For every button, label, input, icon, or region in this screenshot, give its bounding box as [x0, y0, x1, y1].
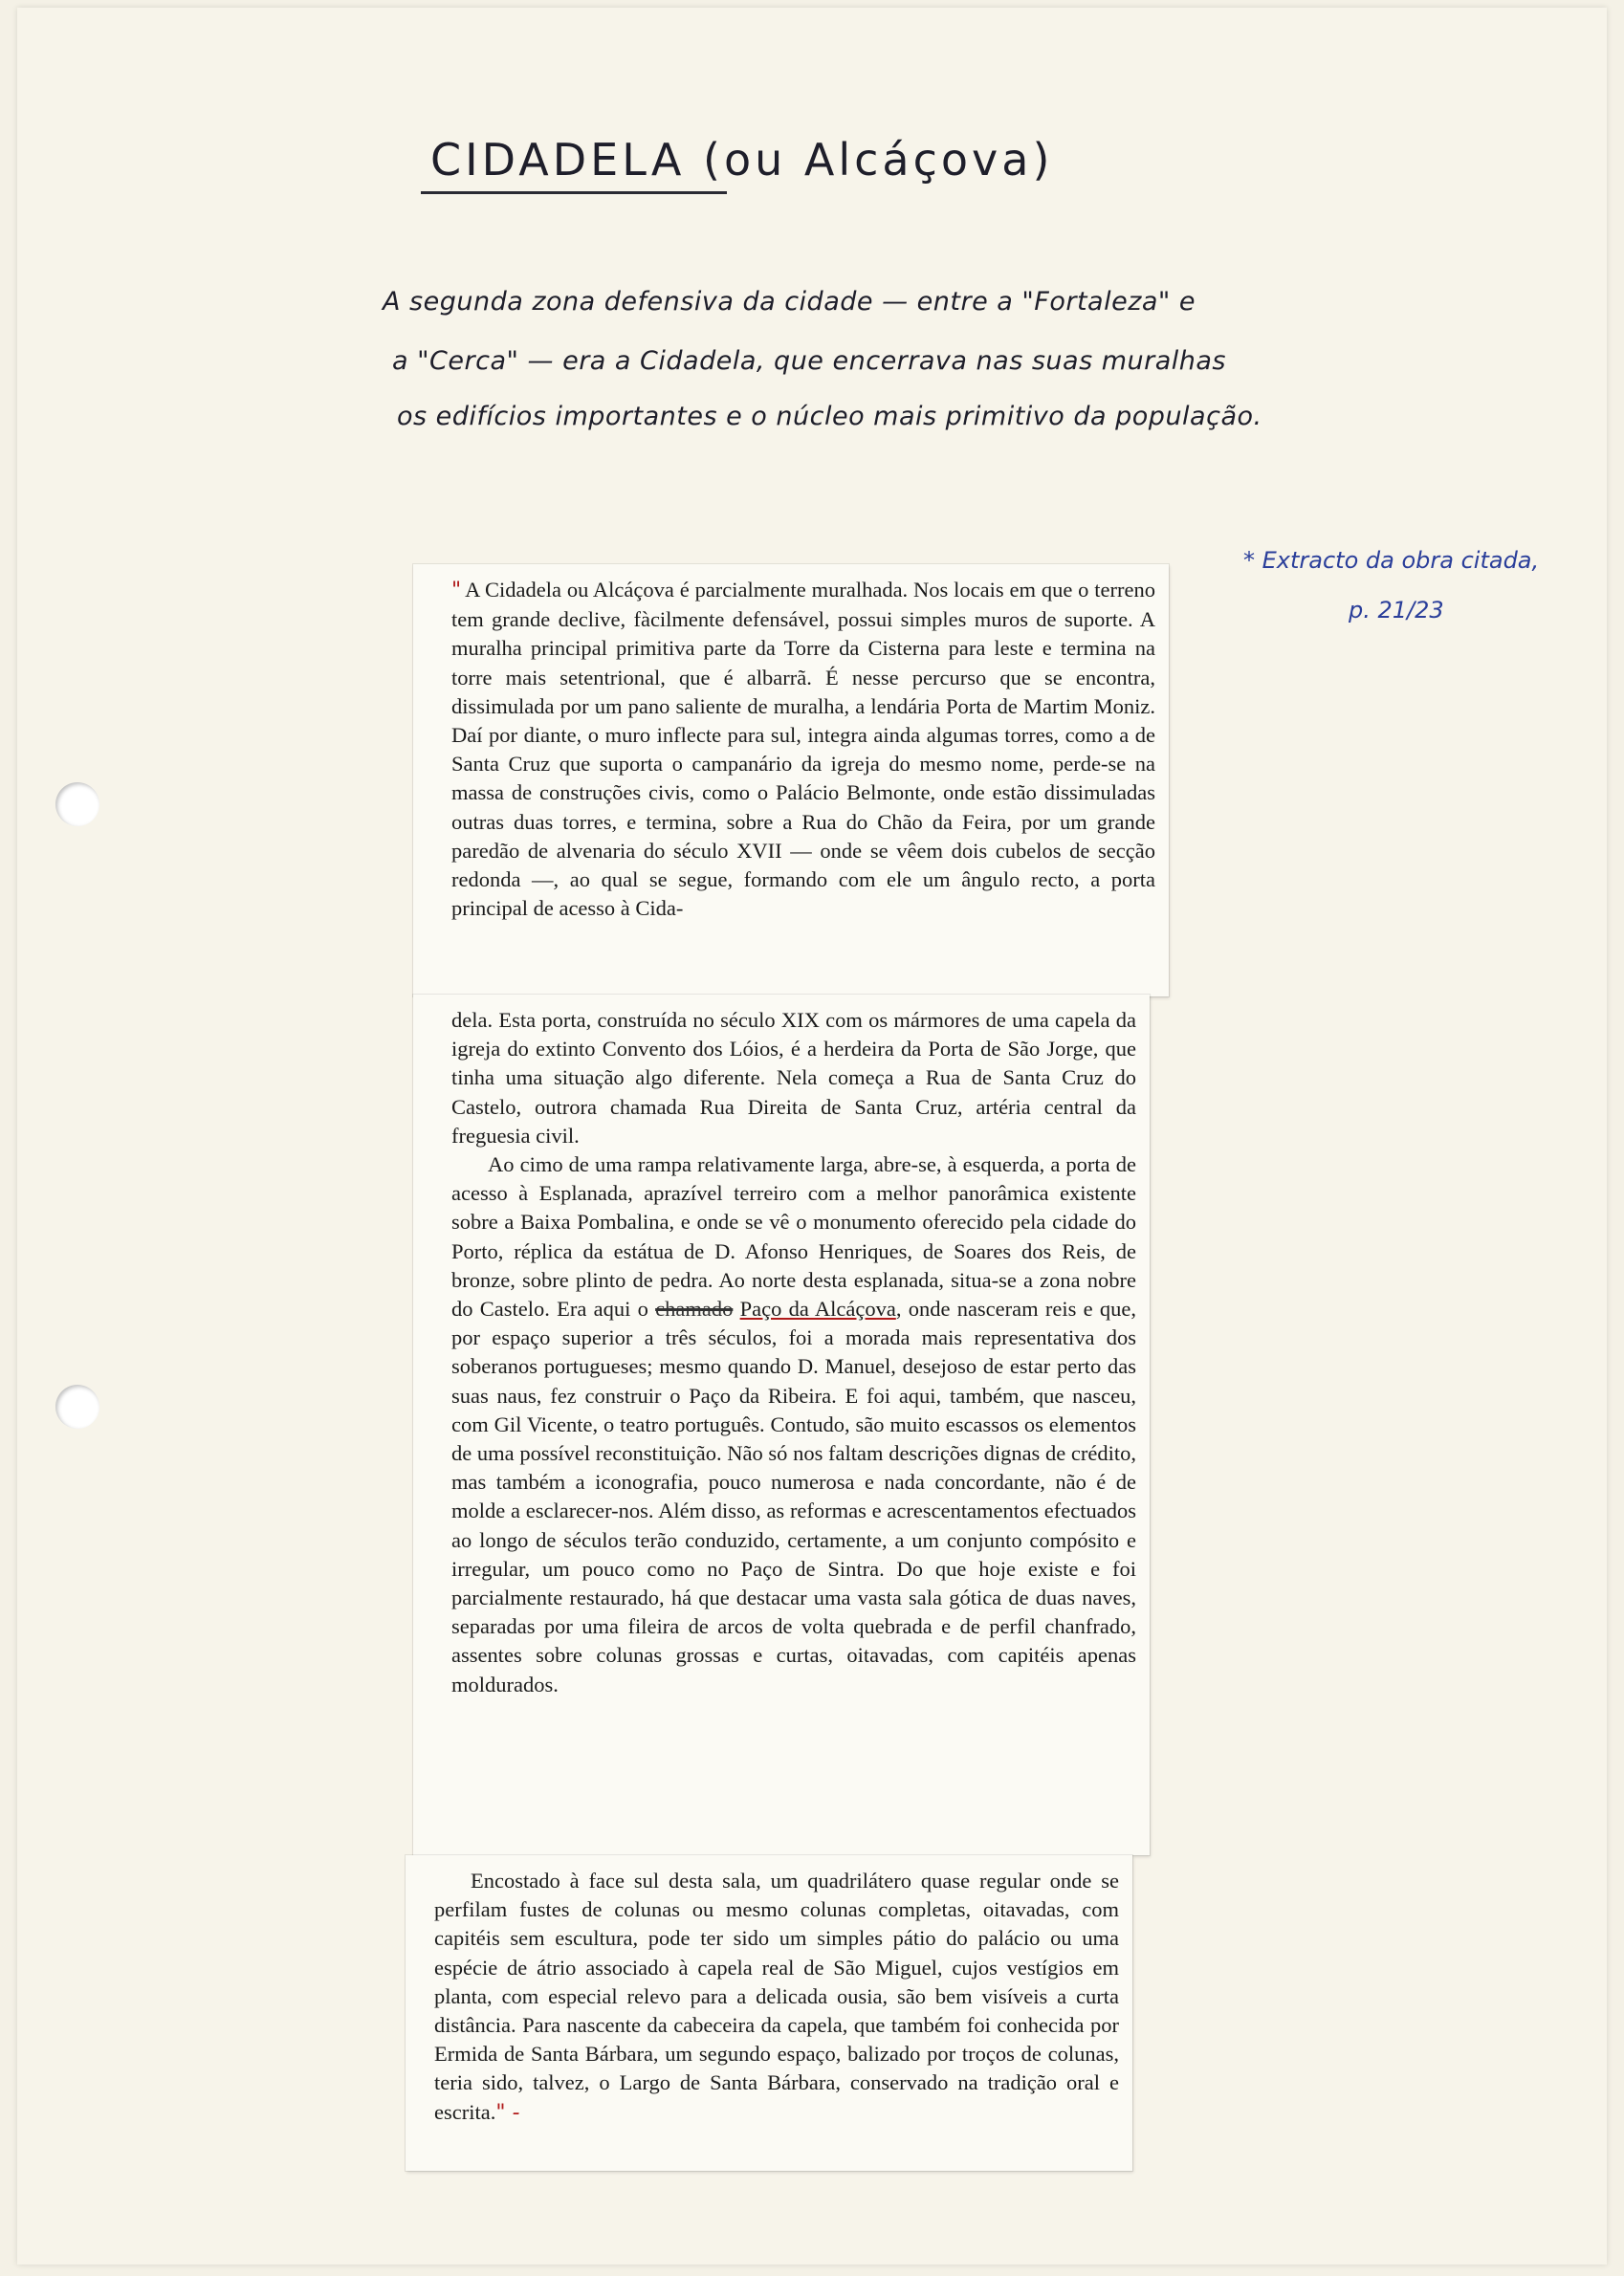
clipping-2: [413, 995, 1150, 1855]
paragraph-2-start: Ao cimo de uma rampa relativamente larga, abre-se, à esquerda, a porta de acesso à Esplanada, aprazível terreiro com a melhor panorâmica existente sobre a Baixa Pombalina, e onde se vê o monumento oferecido pela cidade do Porto, réplica da estátua de D. Afonso Henriques, de Soares dos Reis, de bronze, sobre plinto de pedra. Ao norte desta esplanada, situa-se a zona nobre do Castelo. Era aqui o: [451, 1152, 1136, 1322]
page-title: CIDADELA (ou Alcáçova): [430, 134, 1054, 186]
punch-hole: [55, 1385, 99, 1429]
quote-mark-open: ": [451, 579, 462, 602]
title-underline: [421, 191, 727, 194]
clipping-2-paragraph-1: dela. Esta porta, construída no século XIX com os mármores de uma capela da igreja do extinto Convento dos Lóios, é a herdeira da Porta de São Jorge, que tinha uma situação algo diferente. Nela começa a Rua de Santa Cruz do Castelo, outrora chamada Rua Direita de Santa Cruz, artéria central da freguesia civil.: [451, 1008, 1136, 1148]
paragraph-2-end: , onde nasceram reis e que, por espaço superior a três séculos, foi a morada mais representativa dos soberanos portugueses; mesmo quando D. Manuel, desejoso de estar perto das suas naus, fez construir o Paço da Ribeira. E foi aqui, também, que nasceu, com Gil Vicente, o teatro português. Contudo, são muito escassos os elementos de uma possível reconstituição. Não só nos faltam descrições dignas de crédito, mas também a iconografia, pouco numerosa e nada concordante, não é de molde a esclarecer-nos. Além disso, as reformas e acrescentamentos efectuados ao longo de séculos terão conduzido, certamente, a um conjunto compósito e irregular, um pouco como no Paço de Sintra. Do que hoje existe e foi parcialmente restaurado, há que destacar uma vasta sala gótica de duas naves, separadas por uma fileira de arcos de volta quebrada e de perfil chanfrado, assentes sobre colunas grossas e curtas, oitavadas, com capitéis apenas moldurados.: [451, 1297, 1136, 1696]
clipping-3-text: [434, 1867, 1119, 2128]
margin-note-line-1: * Extracto da obra citada,: [1243, 547, 1540, 574]
clipping-3-body: Encostado à face sul desta sala, um quadrilátero quase regular onde se perfilam fustes de colunas ou mesmo colunas completas, oitavadas, com capitéis sem escultura, pode ter sido um simples pátio do palácio ou uma espécie de átrio associado à capela real de São Miguel, cujos vestígios em planta, com especial relevo para a delicada ousia, são bem visíveis a curta distância. Para nascente da cabeceira da capela, que também foi conhecida por Ermida de Santa Bárbara, um segundo espaço, balizado por troços de colunas, teria sido, talvez, o Largo de Santa Bárbara, conservado na tradição oral e escrita.: [434, 1869, 1119, 2124]
clipping-1: [413, 564, 1169, 996]
margin-note-line-2: p. 21/23: [1349, 597, 1444, 624]
clipping-1-body: A Cidadela ou Alcáçova é parcialmente muralhada. Nos locais em que o terreno tem grande declive, fàcilmente defensável, possui simples muros de suporte. A muralha principal primitiva parte da Torre da Cisterna para leste e termina na torre mais setentrional, que é albarrã. É nesse percurso que se encontra, dissimulada por um pano saliente de muralha, a lendária Porta de Martim Moniz. Daí por diante, o muro inflecte para sul, integra ainda algumas torres, como a de Santa Cruz que suporta o campanário da igreja do mesmo nome, perde-se na massa de construções civis, como o Palácio Belmonte, onde estão dissimuladas outras duas torres, e termina, sobre a Rua do Chão da Feira, por um grande paredão de alvenaria do século XVII — onde se vêem dois cubelos de secção redonda —, ao qual se segue, formando com ele um ângulo recto, a porta principal de acesso à Cida-: [451, 578, 1155, 921]
intro-line-3: os edifícios importantes e o núcleo mais primitivo da população.: [397, 402, 1262, 431]
clipping-3: [406, 1855, 1132, 2171]
punch-hole: [55, 782, 99, 826]
struck-word: chamado: [655, 1297, 734, 1322]
underlined-phrase: Paço da Alcáçova: [739, 1297, 896, 1322]
intro-line-2: a "Cerca" — era a Cidadela, que encerrava nas suas muralhas: [392, 346, 1226, 376]
intro-line-1: A segunda zona defensiva da cidade — entre a "Fortaleza" e: [383, 287, 1196, 317]
clipping-2-paragraph-2: [451, 1150, 1136, 1699]
clipping-1-text: [451, 576, 1155, 923]
quote-mark-close: " -: [495, 2100, 520, 2125]
